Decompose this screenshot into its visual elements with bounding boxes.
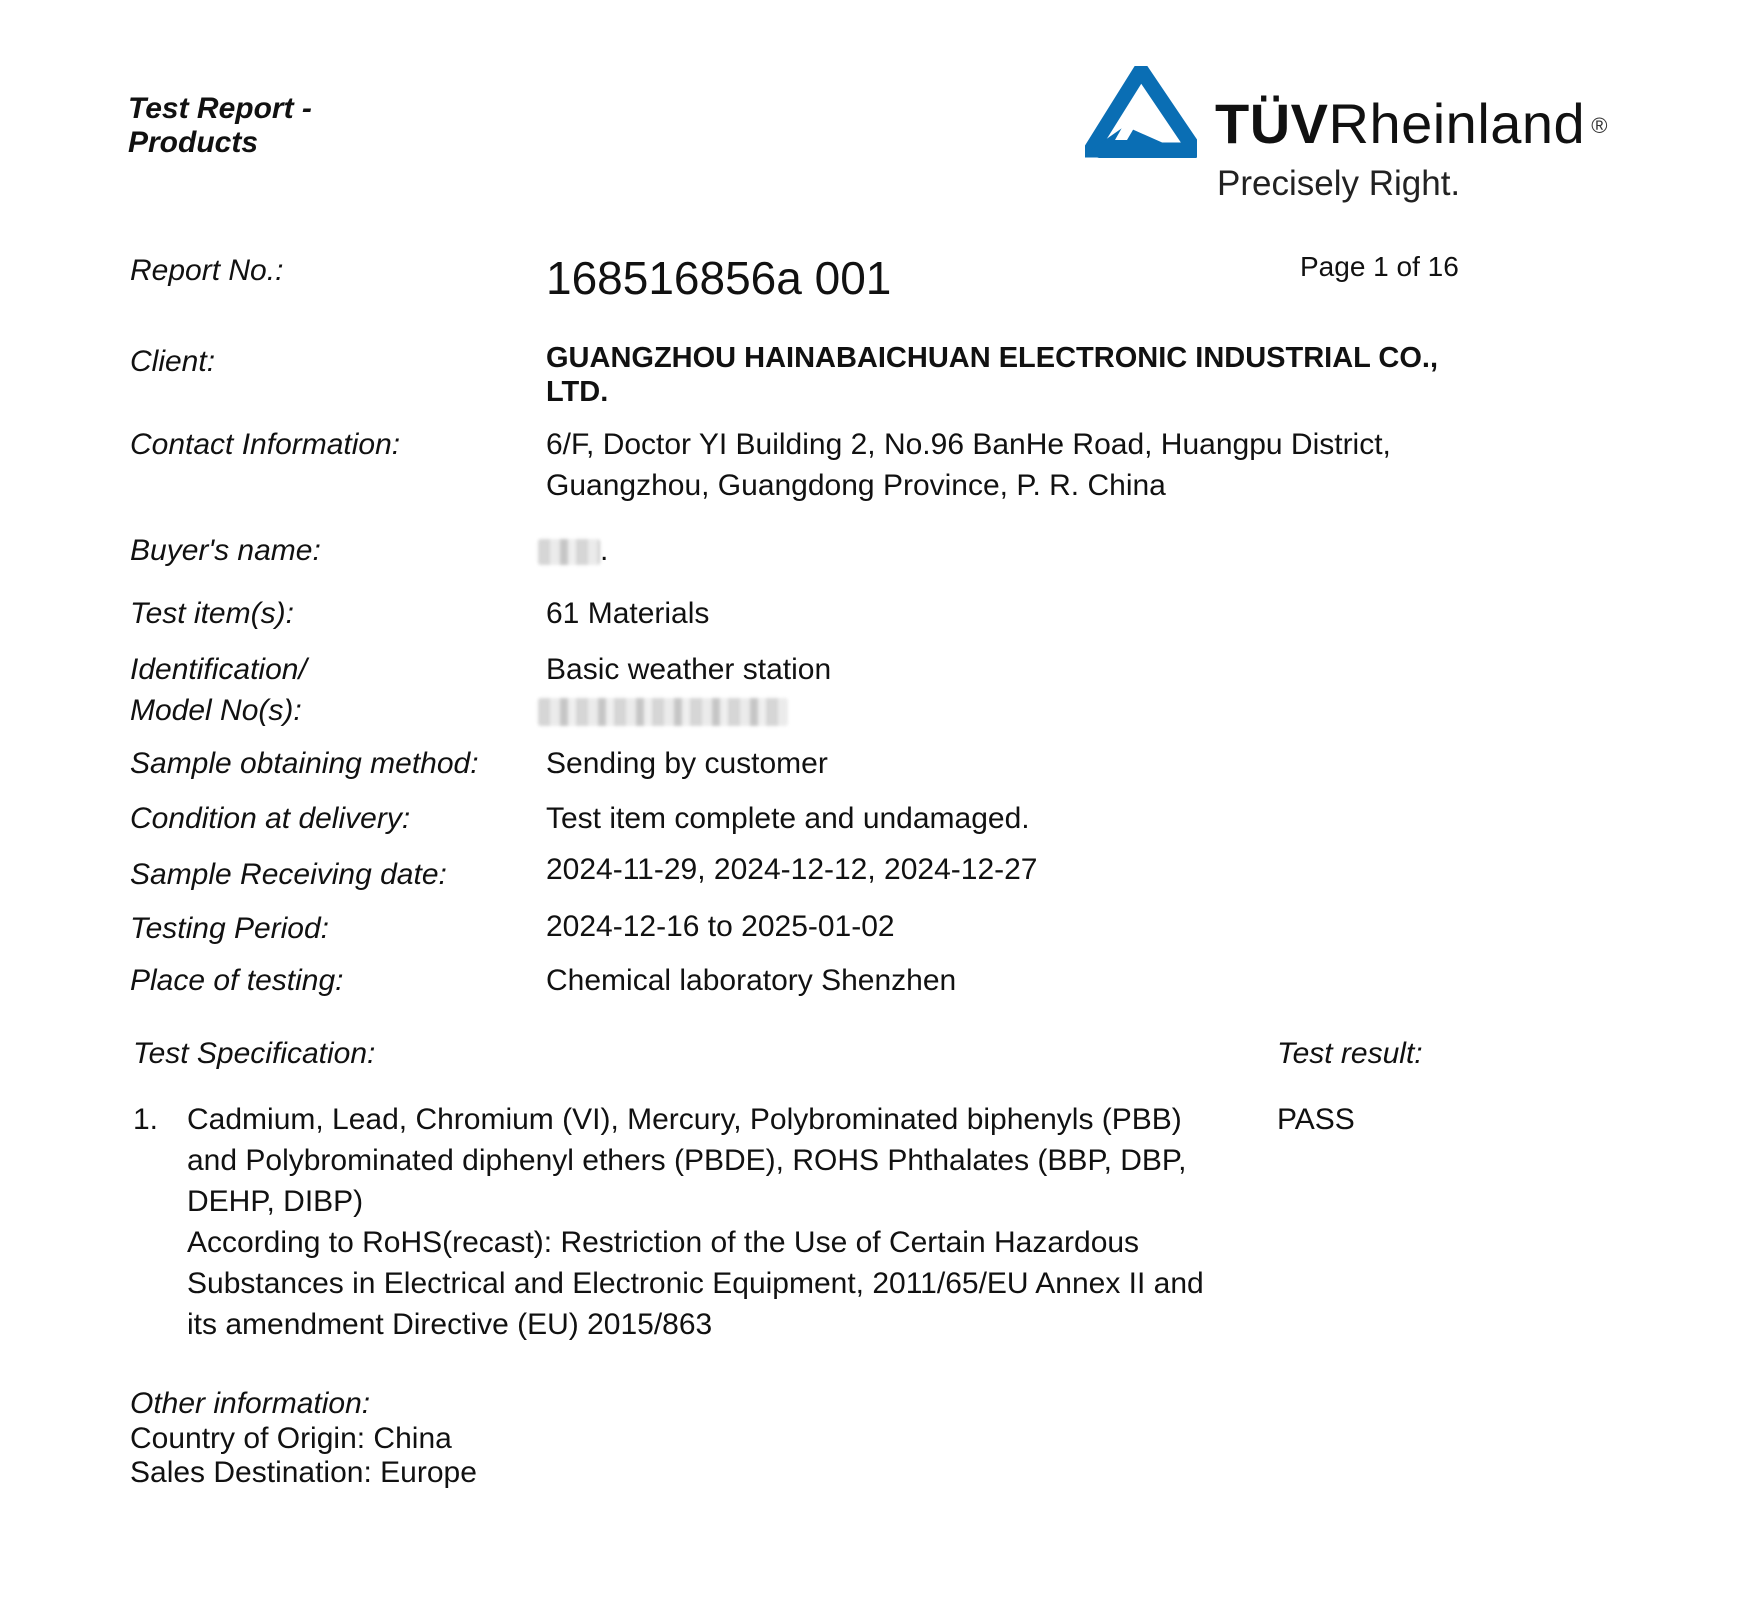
brand-bold: TÜV xyxy=(1215,92,1329,155)
spec-item-text xyxy=(187,1099,1237,1345)
receiving-date-value: 2024-11-29, 2024-12-12, 2024-12-27 xyxy=(546,853,1038,886)
redacted-model-number xyxy=(538,698,788,726)
brand-tagline: Precisely Right. xyxy=(1217,164,1461,203)
client-name-line-1: GUANGZHOU HAINABAICHUAN ELECTRONIC INDUSTRIAL CO., xyxy=(546,342,1439,374)
other-information-heading: Other information: xyxy=(130,1387,371,1420)
country-of-origin: Country of Origin: China xyxy=(130,1422,452,1455)
test-result-heading: Test result: xyxy=(1277,1037,1423,1070)
product-name: Basic weather station xyxy=(546,653,832,686)
brand-regular: Rheinland xyxy=(1328,92,1586,155)
client-name xyxy=(546,341,1506,409)
client-name-line-2: LTD. xyxy=(546,376,609,408)
test-items-value: 61 Materials xyxy=(546,597,710,630)
brand-name xyxy=(1215,94,1608,154)
contact-line-2: Guangzhou, Guangdong Province, P. R. China xyxy=(546,469,1166,502)
spec-line: DEHP, DIBP) xyxy=(187,1185,364,1218)
spec-line: Substances in Electrical and Electronic Equipment, 2011/65/EU Annex II and xyxy=(187,1267,1204,1300)
registered-mark: ® xyxy=(1591,113,1608,138)
contact-info xyxy=(546,424,1506,506)
test-items-label: Test item(s): xyxy=(130,597,294,630)
identification-value xyxy=(546,649,1506,731)
contact-line-1: 6/F, Doctor YI Building 2, No.96 BanHe Road, Huangpu District, xyxy=(546,428,1391,461)
spec-line: According to RoHS(recast): Restriction of the Use of Certain Hazardous xyxy=(187,1226,1140,1259)
client-label: Client: xyxy=(130,345,216,378)
triangle-logo-icon xyxy=(1085,66,1197,166)
testing-period-label: Testing Period: xyxy=(130,912,330,945)
contact-label: Contact Information: xyxy=(130,428,401,461)
spec-item-number: 1. xyxy=(133,1103,159,1136)
receiving-date-label: Sample Receiving date: xyxy=(130,858,447,891)
spec-line: its amendment Directive (EU) 2015/863 xyxy=(187,1308,713,1341)
place-label: Place of testing: xyxy=(130,964,344,997)
spec-line: Cadmium, Lead, Chromium (VI), Mercury, Polybrominated biphenyls (PBB) xyxy=(187,1103,1182,1136)
buyer-label: Buyer's name: xyxy=(130,534,321,567)
tuv-rheinland-logo xyxy=(1085,66,1645,216)
spec-line: and Polybrominated diphenyl ethers (PBDE), ROHS Phthalates (BBP, DBP, xyxy=(187,1144,1187,1177)
test-specification-heading: Test Specification: xyxy=(133,1037,376,1070)
page-indicator: Page 1 of 16 xyxy=(1300,251,1459,282)
test-result-value: PASS xyxy=(1277,1103,1355,1136)
buyer-value xyxy=(538,530,1498,571)
buyer-suffix: . xyxy=(600,534,609,567)
sales-destination: Sales Destination: Europe xyxy=(130,1456,477,1489)
model-number-row xyxy=(538,690,1506,731)
identification-label-line-1: Identification/ xyxy=(130,653,307,686)
condition-label: Condition at delivery: xyxy=(130,802,411,835)
condition-value: Test item complete and undamaged. xyxy=(546,802,1030,835)
identification-label xyxy=(130,649,307,731)
redacted-buyer-name xyxy=(538,539,600,565)
document-type: Test Report - Products xyxy=(128,92,312,159)
sample-method-value: Sending by customer xyxy=(546,747,828,780)
report-no-label: Report No.: xyxy=(130,254,284,287)
identification-label-line-2: Model No(s): xyxy=(130,694,302,727)
sample-method-label: Sample obtaining method: xyxy=(130,747,479,780)
report-number: 168516856a 001 xyxy=(546,252,892,304)
place-value: Chemical laboratory Shenzhen xyxy=(546,964,957,997)
testing-period-value: 2024-12-16 to 2025-01-02 xyxy=(546,910,895,943)
